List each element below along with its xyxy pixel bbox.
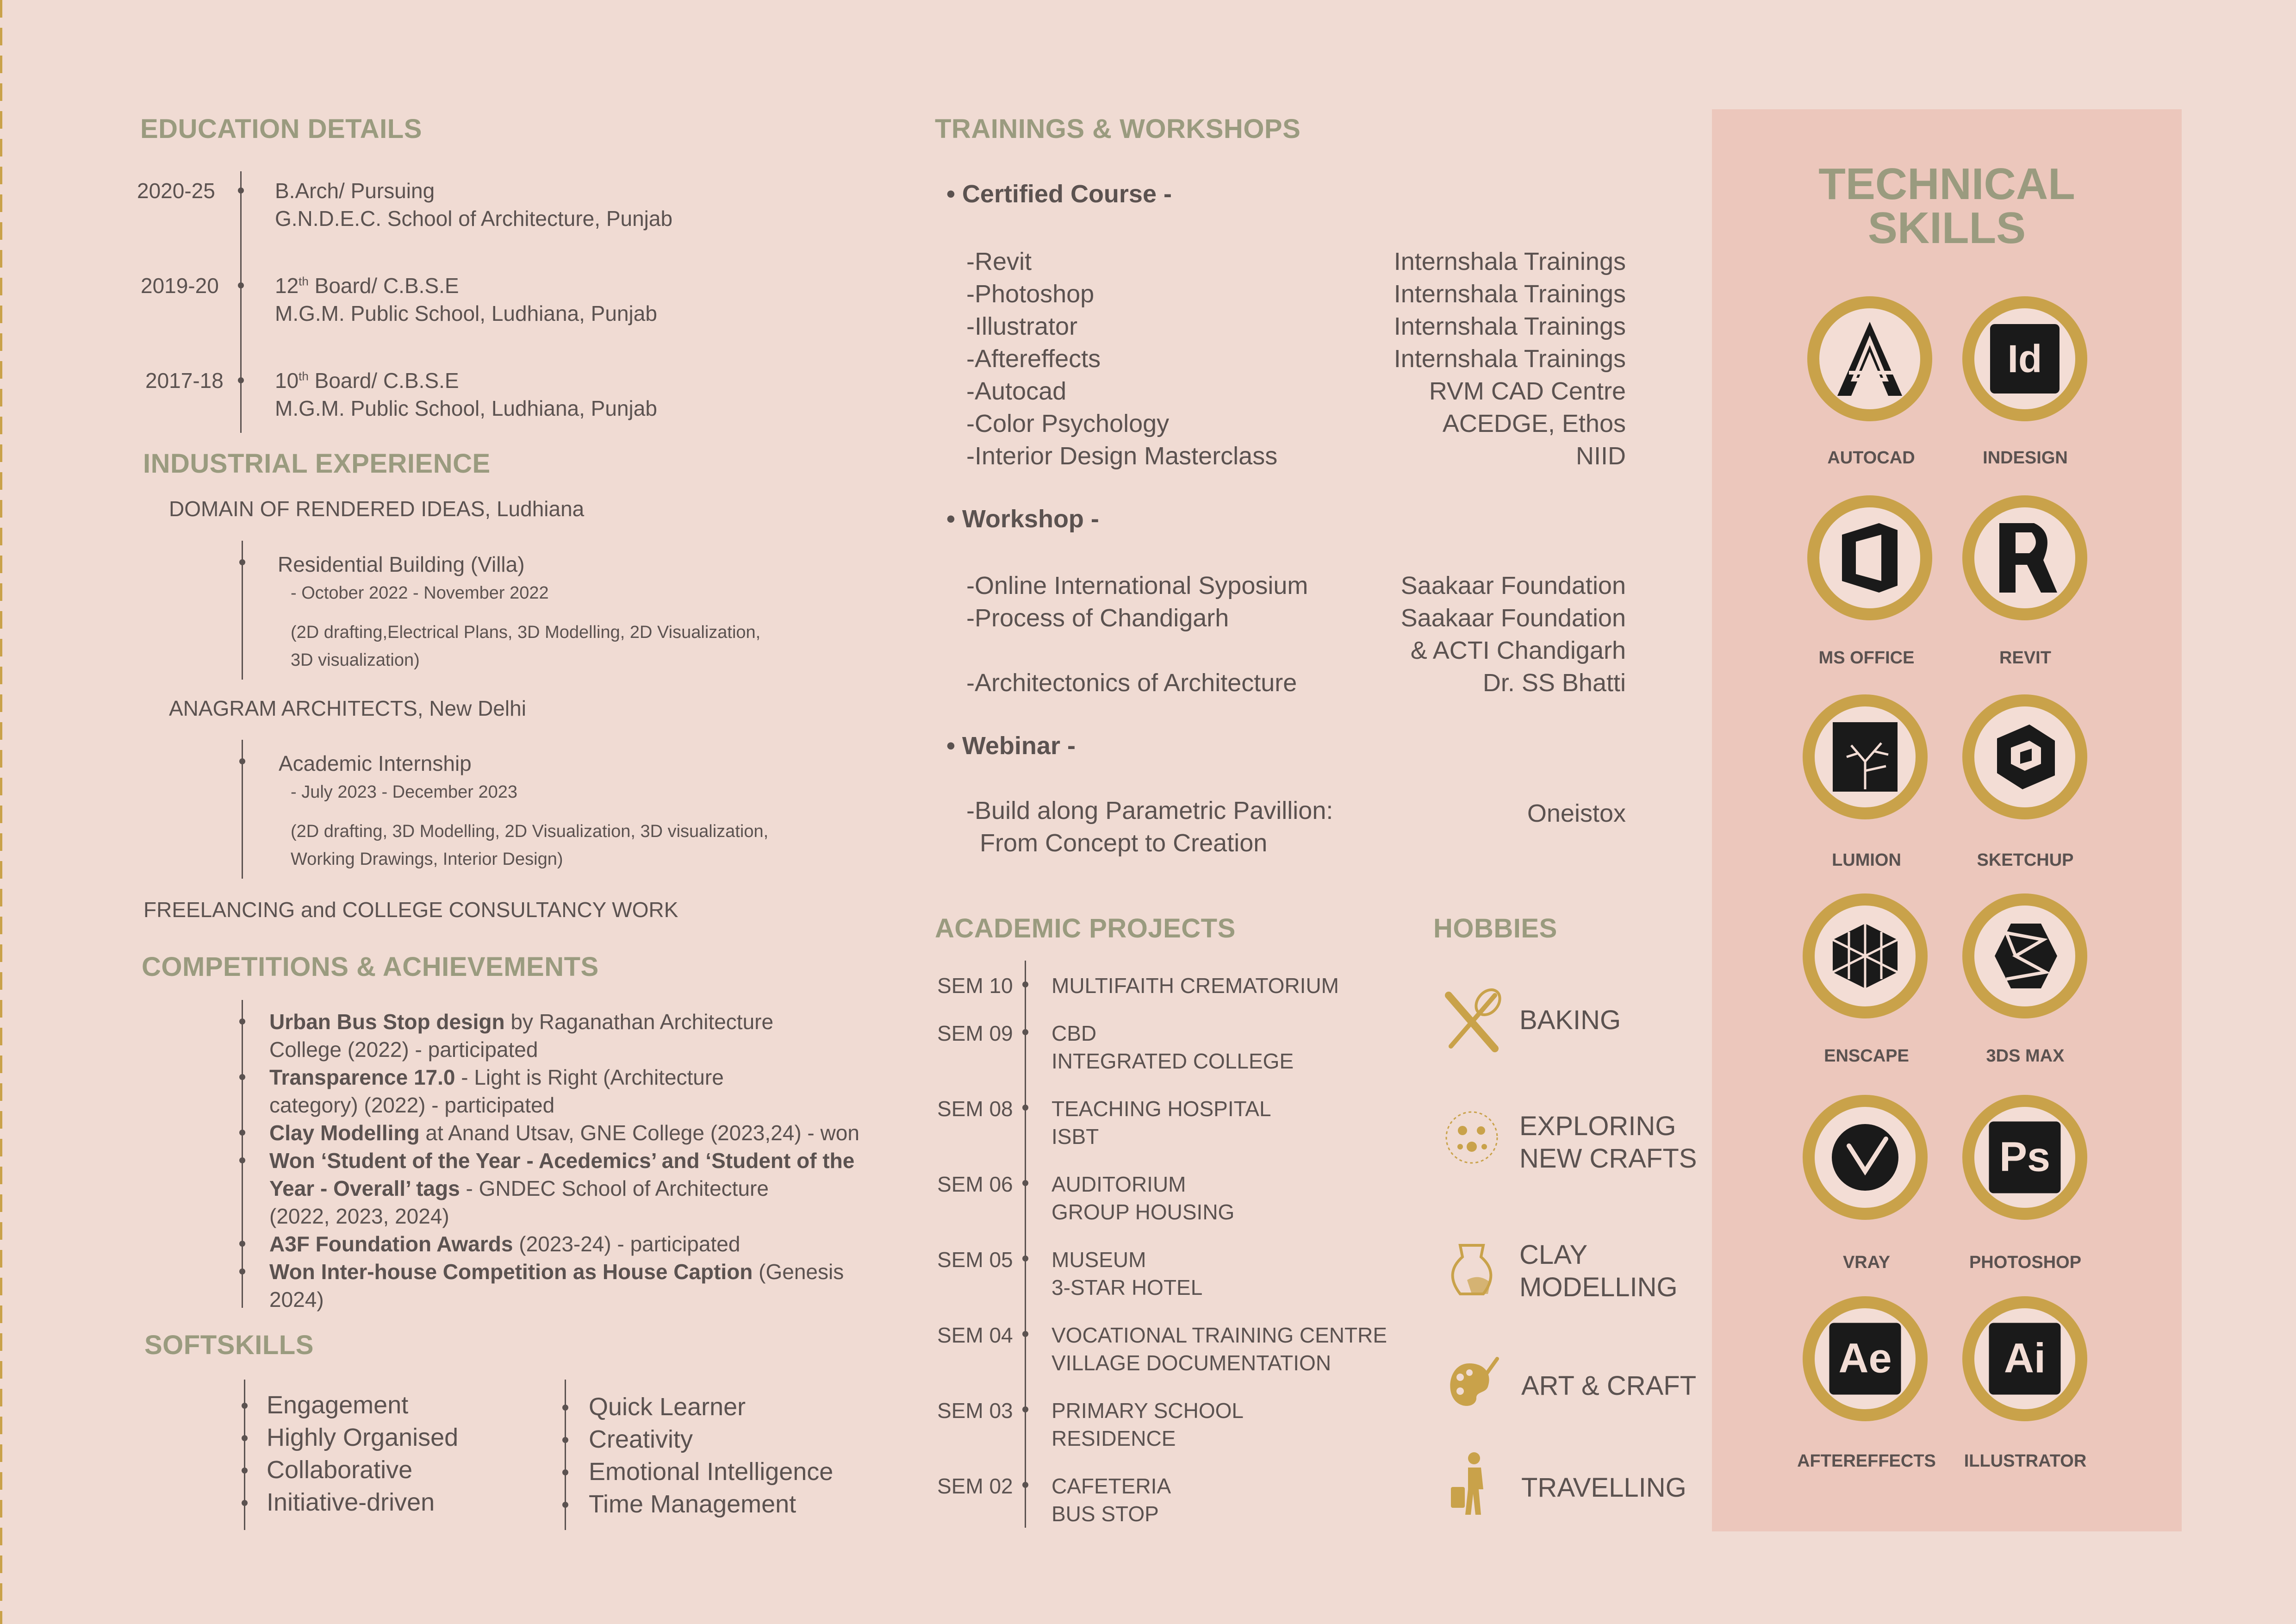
- timeline-dot: [238, 282, 244, 288]
- skill-label: SKETCHUP: [1977, 850, 2074, 870]
- project-sem: SEM 04: [937, 1323, 1013, 1347]
- webinar-label: • Webinar -: [946, 732, 1076, 760]
- timeline-dot: [239, 1241, 245, 1247]
- project-sem: SEM 06: [937, 1172, 1013, 1196]
- timeline-dot: [239, 758, 245, 764]
- firm-desc: 3D visualization): [291, 650, 420, 670]
- project-name: PRIMARY SCHOOL: [1052, 1399, 1244, 1423]
- project-name: AUDITORIUM: [1052, 1172, 1186, 1196]
- softskill-item: Highly Organised: [267, 1424, 459, 1451]
- course-name: -Illustrator: [966, 312, 1078, 340]
- project-name: 3-STAR HOTEL: [1052, 1275, 1203, 1299]
- edu-degree: B.Arch/ Pursuing: [275, 179, 435, 203]
- industrial-title: INDUSTRIAL EXPERIENCE: [143, 449, 491, 479]
- course-provider: Internshala Trainings: [1394, 248, 1626, 275]
- firm-name: ANAGRAM ARCHITECTS, New Delhi: [169, 696, 526, 720]
- course-name: -Photoshop: [966, 280, 1095, 308]
- firm-desc: (2D drafting, 3D Modelling, 2D Visualization, 3D visualization,: [291, 822, 769, 841]
- edu-year: 2019-20: [141, 274, 219, 298]
- webinar-name: -Build along Parametric Pavillion:: [966, 797, 1333, 824]
- softskill-item: Emotional Intelligence: [589, 1458, 834, 1486]
- timeline-dot: [562, 1502, 568, 1508]
- project-name: TEACHING HOSPITAL: [1052, 1097, 1271, 1121]
- course-provider: Internshala Trainings: [1394, 312, 1626, 340]
- softskill-item: Quick Learner: [589, 1393, 746, 1421]
- vray-glyph: [1828, 1120, 1902, 1194]
- skill-label: LUMION: [1832, 850, 1901, 870]
- project-sem: SEM 10: [937, 974, 1013, 998]
- hobby-label-line: MODELLING: [1519, 1272, 1678, 1302]
- workshop-name: -Architectonics of Architecture: [966, 669, 1297, 697]
- skill-label: PHOTOSHOP: [1969, 1253, 2082, 1272]
- indesign-glyph: Id: [1990, 324, 2060, 394]
- hobby-label-line: NEW CRAFTS: [1519, 1143, 1697, 1174]
- sketchup-icon: [1962, 694, 2087, 819]
- achievement-item: Clay Modelling at Anand Utsav, GNE College (2023,24) - won: [269, 1121, 859, 1145]
- timeline-dot: [239, 1157, 245, 1163]
- timeline-dot: [239, 1074, 245, 1080]
- achievement-item-cont: Year - Overall’ tags - GNDEC School of Architecture: [269, 1176, 769, 1200]
- softskill-item: Collaborative: [267, 1456, 413, 1484]
- edu-school: M.G.M. Public School, Ludhiana, Punjab: [275, 396, 657, 420]
- timeline-dot: [562, 1469, 568, 1475]
- hobby-label: BAKING: [1519, 1005, 1621, 1035]
- hobby-label-line: EXPLORING: [1519, 1111, 1676, 1141]
- timeline-dot: [242, 1435, 248, 1441]
- skill-label: AFTEREFFECTS: [1797, 1451, 1936, 1471]
- webinar-name-cont: From Concept to Creation: [980, 829, 1268, 857]
- illustrator-icon: [1962, 1296, 2087, 1421]
- hobbies-title: HOBBIES: [1433, 913, 1557, 943]
- indesign-icon: [1962, 296, 2087, 421]
- workshop-provider: & ACTI Chandigarh: [1410, 637, 1626, 664]
- freelance-line: FREELANCING and COLLEGE CONSULTANCY WORK: [143, 898, 678, 922]
- achievement-item-cont: 2024): [269, 1287, 324, 1312]
- competitions-timeline: [242, 1000, 243, 1308]
- 3ds-max-icon: [1962, 893, 2087, 1018]
- timeline-dot: [239, 1268, 245, 1274]
- hobby-label-line: CLAY: [1519, 1240, 1588, 1270]
- skill-label: ENSCAPE: [1824, 1046, 1909, 1066]
- firm-desc: (2D drafting,Electrical Plans, 3D Modelling, 2D Visualization,: [291, 623, 761, 642]
- workshop-provider: Saakaar Foundation: [1400, 604, 1626, 632]
- competitions-title: COMPETITIONS & ACHIEVEMENTS: [142, 952, 599, 982]
- timeline-dot: [1022, 981, 1028, 987]
- firm-role: Academic Internship: [279, 751, 472, 775]
- certified-list: [966, 245, 1626, 472]
- hobby-item: [1439, 1107, 1504, 1170]
- education-title: EDUCATION DETAILS: [140, 114, 422, 144]
- ms-office-glyph: [1837, 521, 1902, 595]
- photoshop-glyph: Ps: [1989, 1122, 2061, 1193]
- course-provider: RVM CAD Centre: [1429, 377, 1626, 405]
- timeline-dot: [242, 1468, 248, 1474]
- timeline-dot: [1022, 1105, 1028, 1111]
- project-sem: SEM 08: [937, 1097, 1013, 1121]
- course-name: -Aftereffects: [966, 345, 1101, 373]
- trainings-title: TRAININGS & WORKSHOPS: [935, 114, 1301, 144]
- firm-desc: Working Drawings, Interior Design): [291, 849, 563, 869]
- lumion-glyph: [1830, 720, 1900, 794]
- skill-label: AUTOCAD: [1827, 448, 1915, 468]
- achievement-item: A3F Foundation Awards (2023-24) - participated: [269, 1232, 740, 1256]
- project-name: VILLAGE DOCUMENTATION: [1052, 1351, 1332, 1375]
- course-name: -Color Psychology: [966, 410, 1170, 437]
- edu-year: 2020-25: [137, 179, 215, 203]
- projects-title: ACADEMIC PROJECTS: [935, 913, 1236, 943]
- technical-title-line: SKILLS: [1867, 203, 2026, 253]
- project-sem: SEM 03: [937, 1399, 1013, 1423]
- skill-label: VRAY: [1842, 1253, 1891, 1272]
- project-name: INTEGRATED COLLEGE: [1052, 1049, 1294, 1073]
- course-provider: NIID: [1576, 442, 1626, 470]
- firm-role: Residential Building (Villa): [278, 552, 525, 576]
- timeline-dot: [238, 187, 244, 194]
- hobby-label: TRAVELLING: [1521, 1473, 1686, 1503]
- achievement-item: Won ‘Student of the Year - Acedemics’ and ‘Student of the: [269, 1149, 855, 1173]
- hobby-label: [1519, 1239, 1678, 1304]
- timeline-dot: [1022, 1029, 1028, 1035]
- timeline-dot: [239, 1130, 245, 1136]
- timeline-dot: [1022, 1180, 1028, 1186]
- sketchup-glyph: [1988, 720, 2062, 794]
- project-name: VOCATIONAL TRAINING CENTRE: [1052, 1323, 1388, 1347]
- timeline-dot: [1022, 1331, 1028, 1337]
- workshop-name: -Process of Chandigarh: [966, 604, 1229, 632]
- decorative-edge: [0, 0, 2, 1624]
- hobby-item: [1439, 1450, 1504, 1522]
- timeline-dot: [1022, 1255, 1028, 1262]
- softskill-item: Initiative-driven: [267, 1488, 435, 1516]
- achievement-item-cont: (2022, 2023, 2024): [269, 1204, 449, 1228]
- achievement-item: Transparence 17.0 - Light is Right (Architecture: [269, 1065, 724, 1089]
- achievement-item-cont: category) (2022) - participated: [269, 1093, 555, 1117]
- workshop-name: -Online International Syposium: [966, 572, 1308, 600]
- timeline-dot: [242, 1403, 248, 1409]
- edu-school: M.G.M. Public School, Ludhiana, Punjab: [275, 301, 657, 325]
- project-name: GROUP HOUSING: [1052, 1200, 1235, 1224]
- timeline-dot: [1022, 1482, 1028, 1488]
- photoshop-icon: [1962, 1095, 2087, 1220]
- hobby-label: ART & CRAFT: [1521, 1371, 1697, 1401]
- workshop-label: • Workshop -: [946, 505, 1099, 533]
- course-provider: Internshala Trainings: [1394, 345, 1626, 373]
- softskill-item: Engagement: [267, 1391, 409, 1419]
- lumion-icon: [1803, 694, 1928, 819]
- skill-label: 3DS MAX: [1986, 1046, 2065, 1066]
- illustrator-glyph: Ai: [1989, 1323, 2061, 1395]
- traveller-icon: [1439, 1450, 1504, 1519]
- edu-degree: 10th Board/ C.B.S.E: [275, 369, 459, 393]
- skill-label: INDESIGN: [1983, 448, 2068, 468]
- skill-label: MS OFFICE: [1818, 648, 1915, 668]
- edu-school: G.N.D.E.C. School of Architecture, Punjab: [275, 206, 673, 231]
- timeline-dot: [1022, 1406, 1028, 1412]
- timeline-dot: [562, 1405, 568, 1411]
- project-name: CBD: [1052, 1021, 1097, 1045]
- hobby-item: [1439, 986, 1504, 1058]
- project-sem: SEM 02: [937, 1474, 1013, 1498]
- autocad-icon: [1807, 296, 1932, 421]
- project-name: BUS STOP: [1052, 1502, 1159, 1526]
- projects-timeline: [1025, 961, 1026, 1528]
- ms-office-icon: [1807, 495, 1932, 620]
- project-name: ISBT: [1052, 1124, 1099, 1149]
- aftereffects-icon: [1803, 1296, 1928, 1421]
- revit-icon: [1962, 495, 2087, 620]
- aftereffects-glyph: Ae: [1829, 1323, 1901, 1395]
- edu-year: 2017-18: [145, 369, 224, 393]
- palette-icon: [1439, 1352, 1504, 1417]
- timeline-dot: [242, 1500, 248, 1506]
- project-name: RESIDENCE: [1052, 1426, 1176, 1450]
- hobby-label: [1519, 1110, 1697, 1175]
- softskills-divider: [244, 1380, 245, 1530]
- webinar-provider: Oneistox: [1527, 800, 1626, 827]
- project-sem: SEM 05: [937, 1248, 1013, 1272]
- autocad-glyph: [1835, 319, 1904, 398]
- project-sem: SEM 09: [937, 1021, 1013, 1045]
- achievement-item: Won Inter-house Competition as House Caption (Genesis: [269, 1260, 844, 1284]
- achievement-item: Urban Bus Stop design by Raganathan Architecture: [269, 1010, 774, 1034]
- project-name: MULTIFAITH CREMATORIUM: [1052, 974, 1339, 998]
- hobby-item: [1439, 1236, 1504, 1303]
- timeline-dot: [238, 377, 244, 383]
- workshop-provider: Dr. SS Bhatti: [1482, 669, 1626, 697]
- timeline-dot: [562, 1437, 568, 1443]
- achievement-item-cont: College (2022) - participated: [269, 1037, 538, 1062]
- skill-label: ILLUSTRATOR: [1964, 1451, 2087, 1471]
- timeline-dot: [239, 1018, 245, 1024]
- workshop-list: [966, 569, 1626, 699]
- baking-icon: [1439, 986, 1504, 1056]
- softskill-item: Creativity: [589, 1425, 693, 1453]
- firm-name: DOMAIN OF RENDERED IDEAS, Ludhiana: [169, 497, 585, 521]
- firm-dates: - July 2023 - December 2023: [291, 782, 518, 802]
- revit-glyph: [1990, 518, 2060, 597]
- clay-icon: [1439, 1236, 1504, 1301]
- technical-title: [1712, 159, 2182, 253]
- crafts-icon: [1439, 1107, 1504, 1168]
- technical-skills-panel: [1712, 109, 2182, 1531]
- workshop-provider: Saakaar Foundation: [1400, 572, 1626, 600]
- project-name: CAFETERIA: [1052, 1474, 1171, 1498]
- certified-label: • Certified Course -: [946, 180, 1172, 208]
- technical-title-line: TECHNICAL: [1818, 159, 2075, 209]
- project-name: MUSEUM: [1052, 1248, 1146, 1272]
- timeline-dot: [239, 559, 245, 565]
- softskills-title: SOFTSKILLS: [144, 1330, 314, 1360]
- 3ds-max-glyph: [1988, 919, 2062, 993]
- course-name: -Revit: [966, 248, 1032, 275]
- skill-label: REVIT: [1999, 648, 2051, 668]
- course-provider: ACEDGE, Ethos: [1442, 410, 1626, 437]
- edu-degree: 12th Board/ C.B.S.E: [275, 274, 459, 298]
- course-name: -Interior Design Masterclass: [966, 442, 1278, 470]
- vray-icon: [1803, 1095, 1928, 1220]
- course-provider: Internshala Trainings: [1394, 280, 1626, 308]
- education-timeline: [240, 171, 242, 433]
- softskill-item: Time Management: [589, 1490, 796, 1518]
- course-name: -Autocad: [966, 377, 1067, 405]
- enscape-glyph: [1828, 919, 1902, 993]
- hobby-item: [1439, 1352, 1504, 1419]
- firm-dates: - October 2022 - November 2022: [291, 583, 549, 603]
- enscape-icon: [1803, 893, 1928, 1018]
